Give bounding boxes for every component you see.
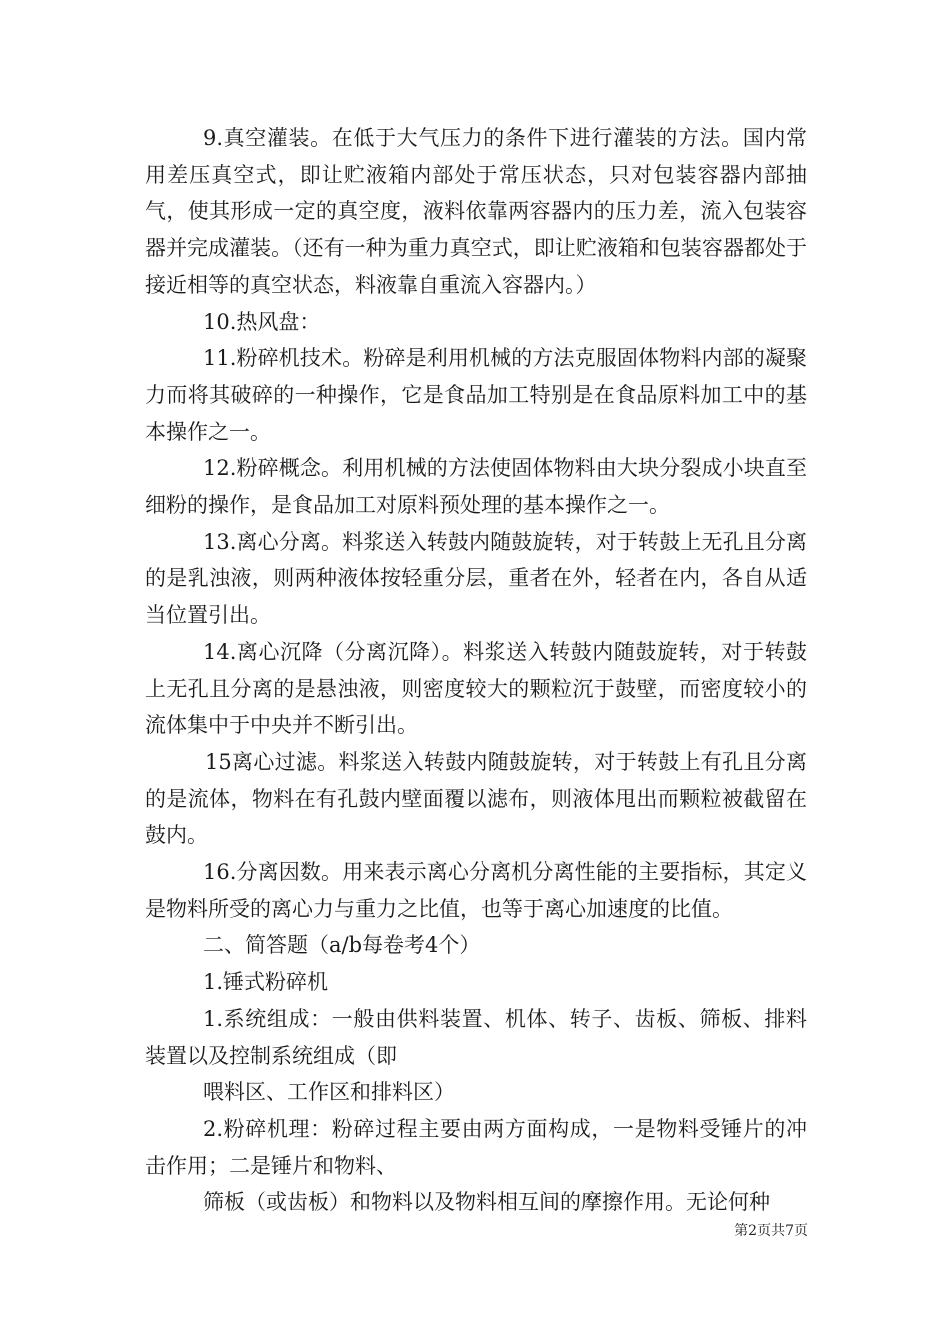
paragraph-vacuum-filling: 9.真空灌装。在低于大气压力的条件下进行灌装的方法。国内常用差压真空式，即让贮液箱内部处于常压状态，只对包装容器内部抽气，使其形成一定的真空度，液料依靠两容器内的压力差，流入包装容器并完成灌装。（还有一种为重力真空式，即让贮液箱和包装容器都处于接近相等的真空状态，料液靠自重流入容器内。） [145,126,807,297]
paragraph-centrifugal-sedimentation: 14.离心沉降（分离沉降）。料浆送入转鼓内随鼓旋转，对于转鼓上无孔且分离的是悬浊液，则密度较大的颗粒沉于鼓壁，而密度较小的流体集中于中央并不断引出。 [145,639,807,738]
paragraph-system-composition-continued: 喂料区、工作区和排料区） [203,1080,455,1105]
paragraph-centrifugal-separation: 13.离心分离。料浆送入转鼓内随鼓旋转，对于转鼓上无孔且分离的是乳浊液，则两种液体按轻重分层，重者在外，轻者在内，各自从适当位置引出。 [145,529,807,628]
paragraph-system-composition: 1.系统组成：一般由供料装置、机体、转子、齿板、筛板、排料装置以及控制系统组成（即 [145,1006,807,1068]
paragraph-crushing-mechanism-continued: 筛板（或齿板）和物料以及物料相互间的摩擦作用。无论何种 [203,1190,770,1215]
section-heading-short-answer: 二、简答题（a/b每卷考4个） [203,933,481,958]
document-body [145,120,807,1221]
paragraph-separation-factor: 16.分离因数。用来表示离心分离机分离性能的主要指标，其定义是物料所受的离心力与重力之比值，也等于离心加速度的比值。 [145,860,807,921]
question-hammer-crusher: 1.锤式粉碎机 [203,970,329,995]
paragraph-centrifugal-filtration: 15离心过滤。料浆送入转鼓内随鼓旋转，对于转鼓上有孔且分离的是流体，物料在有孔鼓内壁面覆以滤布，则液体甩出而颗粒被截留在鼓内。 [145,749,807,848]
paragraph-hot-air-plate: 10.热风盘： [203,309,321,334]
paragraph-crusher-technology: 11.粉碎机技术。粉碎是利用机械的方法克服固体物料内部的凝聚力而将其破碎的一种操作，它是食品加工特别是在食品原料加工中的基本操作之一。 [145,346,807,444]
paragraph-crushing-mechanism: 2.粉碎机理：粉碎过程主要由两方面构成，一是物料受锤片的冲击作用；二是锤片和物料、 [145,1116,807,1178]
page-number-footer: 第2页共7页 [734,1223,808,1239]
paragraph-crushing-concept: 12.粉碎概念。利用机械的方法使固体物料由大块分裂成小块直至细粉的操作，是食品加工对原料预处理的基本操作之一。 [145,456,807,518]
